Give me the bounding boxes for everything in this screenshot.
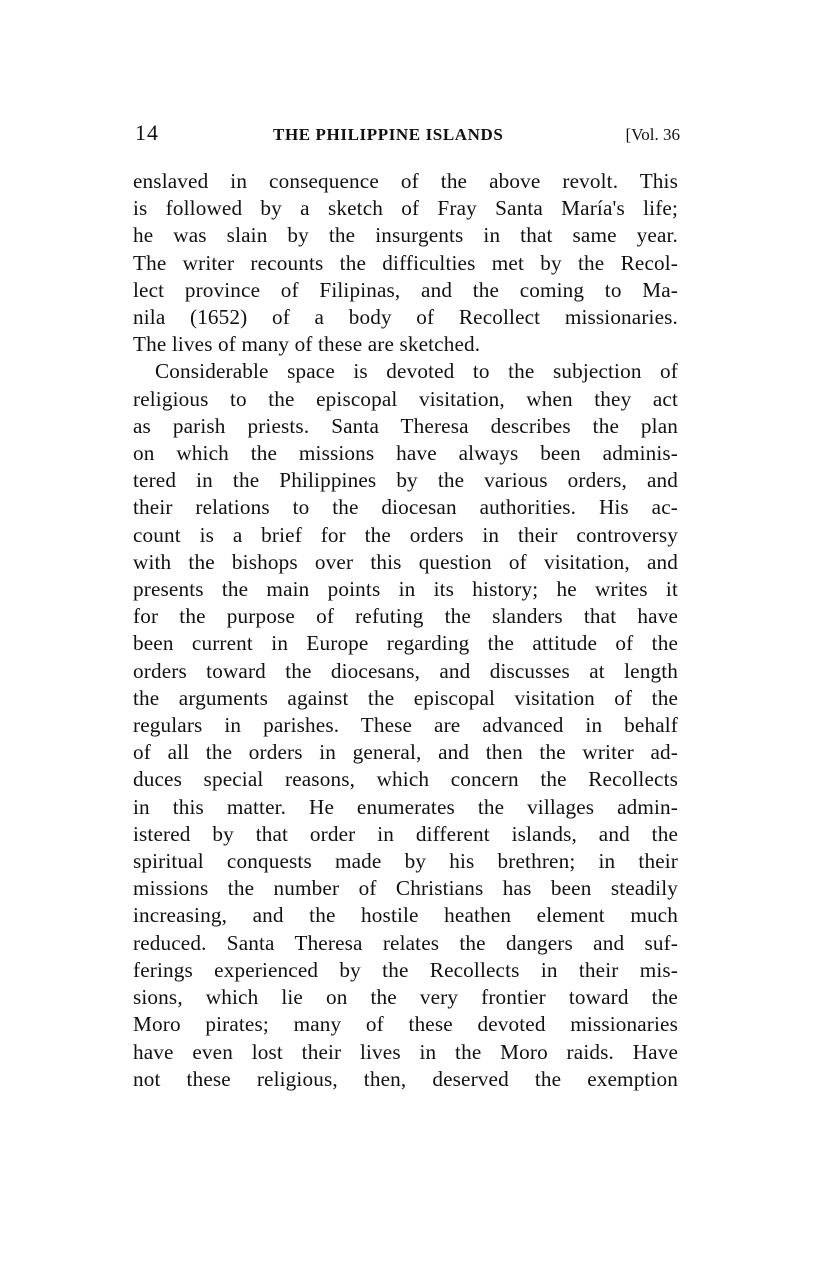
text-line: with the bishops over this question of visitation, and xyxy=(133,549,678,574)
text-line: Considerable space is devoted to the subjection of xyxy=(155,359,678,384)
text-line: for the purpose of refuting the slanders that have xyxy=(133,604,678,629)
text-line: have even lost their lives in the Moro raids. Have xyxy=(133,1039,678,1064)
text-line: he was slain by the insurgents in that same year. xyxy=(133,223,678,248)
text-line: on which the missions have always been adminis- xyxy=(133,441,678,466)
text-line: their relations to the diocesan authorities. His ac- xyxy=(133,495,678,520)
paragraph-2 xyxy=(133,358,678,1092)
text-line: regulars in parishes. These are advanced in behalf xyxy=(133,713,678,738)
text-line: tered in the Philippines by the various orders, and xyxy=(133,468,678,493)
page-number: 14 xyxy=(135,120,159,145)
paragraph-1 xyxy=(133,168,678,358)
text-line: the arguments against the episcopal visitation of the xyxy=(133,685,678,710)
text-line: is followed by a sketch of Fray Santa María's life; xyxy=(133,196,678,221)
text-line: duces special reasons, which concern the Recollects xyxy=(133,767,678,792)
text-line: ferings experienced by the Recollects in their mis- xyxy=(133,957,678,982)
text-line: been current in Europe regarding the attitude of the xyxy=(133,631,678,656)
text-line: as parish priests. Santa Theresa describes the plan xyxy=(133,413,678,438)
text-line: of all the orders in general, and then the writer ad- xyxy=(133,740,678,765)
text-line: lect province of Filipinas, and the coming to Ma- xyxy=(133,277,678,302)
text-line: istered by that order in different islands, and the xyxy=(133,821,678,846)
running-title: THE PHILIPPINE ISLANDS xyxy=(273,125,504,144)
text-line: nila (1652) of a body of Recollect missionaries. xyxy=(133,305,678,330)
text-line: sions, which lie on the very frontier toward the xyxy=(133,985,678,1010)
text-line: religious to the episcopal visitation, when they act xyxy=(133,386,678,411)
text-line: missions the number of Christians has been steadily xyxy=(133,876,678,901)
text-line: enslaved in consequence of the above revolt. This xyxy=(133,169,678,193)
text-line: count is a brief for the orders in their controversy xyxy=(133,522,678,547)
text-line: spiritual conquests made by his brethren; in their xyxy=(133,849,678,874)
text-line: orders toward the diocesans, and discusses at length xyxy=(133,658,678,683)
text-line: increasing, and the hostile heathen element much xyxy=(133,903,678,928)
volume-label: [Vol. 36 xyxy=(625,125,680,144)
page-header xyxy=(135,120,680,152)
text-line: Moro pirates; many of these devoted missionaries xyxy=(133,1012,678,1037)
text-line: not these religious, then, deserved the exemption xyxy=(133,1066,678,1091)
body-text xyxy=(133,168,678,1093)
text-line: in this matter. He enumerates the villages admin- xyxy=(133,794,678,819)
text-line: presents the main points in its history; he writes it xyxy=(133,577,678,602)
text-line: The lives of many of these are sketched. xyxy=(133,332,481,357)
text-line: reduced. Santa Theresa relates the dangers and suf- xyxy=(133,930,678,955)
text-line: The writer recounts the difficulties met by the Recol- xyxy=(133,250,678,275)
